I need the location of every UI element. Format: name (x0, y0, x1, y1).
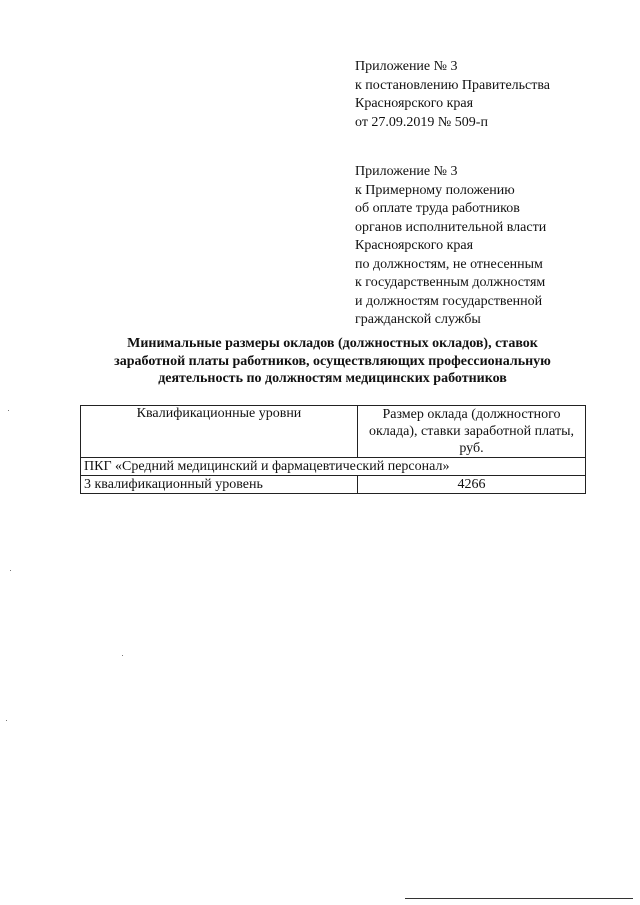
appendix-line: Красноярского края (355, 238, 474, 253)
appendix-line: по должностям, не отнесенным (355, 256, 543, 272)
header-salary-line: оклада), ставки заработной платы, (369, 424, 574, 439)
table-group-row (81, 458, 586, 476)
scan-speck (10, 570, 11, 571)
appendix-line: органов исполнительной власти (355, 219, 547, 235)
header-salary-line: руб. (459, 441, 484, 456)
appendix-line: Приложение № 3 (355, 164, 458, 179)
scan-speck (8, 410, 9, 411)
header-qualification-levels: Квалификационные уровни (81, 406, 358, 458)
title-line: деятельность по должностям медицинских работников (158, 371, 507, 386)
table-row (81, 476, 586, 494)
appendix-model-regulation (355, 163, 615, 330)
table-header-row (81, 406, 586, 458)
document-title (80, 335, 585, 388)
appendix-line: к постановлению Правительства (355, 77, 551, 93)
appendix-line: Красноярского края (355, 96, 474, 111)
scan-speck (122, 655, 123, 656)
appendix-line: к Примерному положению (355, 182, 515, 198)
title-line: заработной платы работников, осуществляющих профессиональную (114, 353, 551, 369)
professional-group-label: ПКГ «Средний медицинский и фармацевтический персонал» (81, 458, 586, 476)
salary-table (80, 405, 586, 494)
scan-speck (6, 720, 7, 721)
appendix-line: об оплате труда работников (355, 201, 520, 216)
appendix-line: от 27.09.2019 № 509-п (355, 114, 488, 130)
header-salary-size (358, 406, 586, 458)
header-salary-line: Размер оклада (должностного (382, 407, 561, 422)
salary-value-cell: 4266 (358, 476, 586, 494)
scan-border-line (405, 898, 633, 899)
appendix-line: к государственным должностям (355, 275, 546, 290)
appendix-line: гражданской службы (355, 312, 481, 327)
title-line: Минимальные размеры окладов (должностных окладов), ставок (127, 336, 538, 351)
qualification-level-cell: 3 квалификационный уровень (81, 476, 358, 494)
appendix-line: Приложение № 3 (355, 59, 458, 74)
appendix-line: и должностям государственной (355, 293, 543, 309)
appendix-government-decree (355, 58, 615, 132)
